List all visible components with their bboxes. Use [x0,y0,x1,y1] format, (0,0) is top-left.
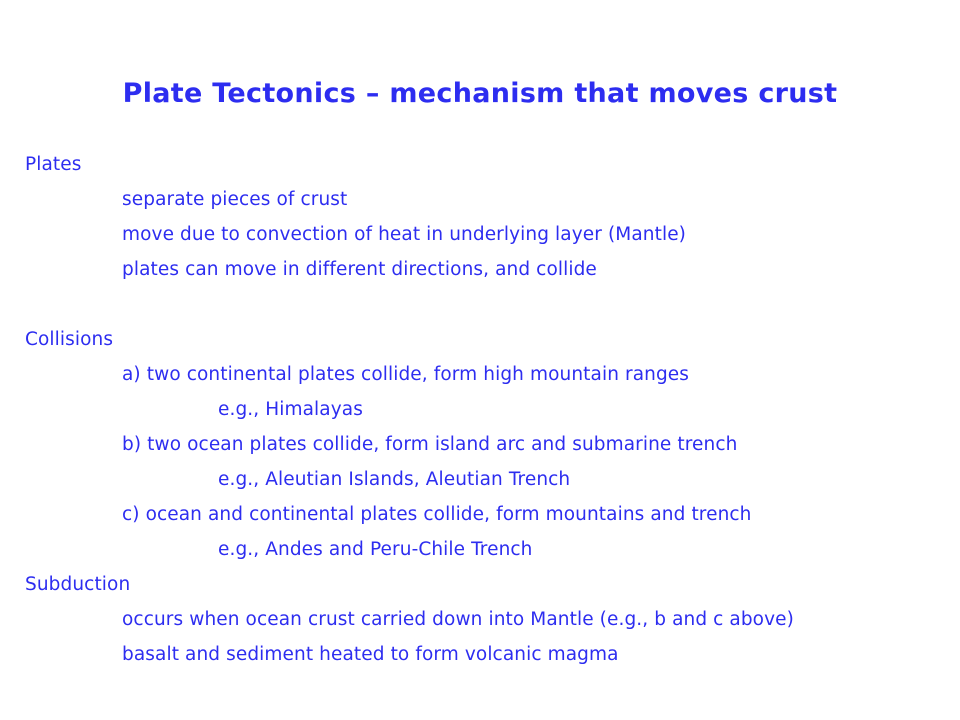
bullet-item: occurs when ocean crust carried down into Mantle (e.g., b and c above) [122,609,794,630]
section-heading: Plates [25,154,82,175]
bullet-item: c) ocean and continental plates collide, form mountains and trench [122,504,752,525]
bullet-item: b) two ocean plates collide, form island arc and submarine trench [122,434,738,455]
section-heading: Subduction [25,574,131,595]
example-item: e.g., Himalayas [218,399,363,420]
bullet-item: basalt and sediment heated to form volcanic magma [122,644,619,665]
example-item: e.g., Andes and Peru-Chile Trench [218,539,533,560]
bullet-item: move due to convection of heat in underlying layer (Mantle) [122,224,686,245]
bullet-item: a) two continental plates collide, form high mountain ranges [122,364,690,385]
section-heading: Collisions [25,329,114,350]
bullet-item: plates can move in different directions, and collide [122,259,597,280]
slide-title: Plate Tectonics – mechanism that moves crust [122,78,838,109]
example-item: e.g., Aleutian Islands, Aleutian Trench [218,469,571,490]
bullet-item: separate pieces of crust [122,189,348,210]
